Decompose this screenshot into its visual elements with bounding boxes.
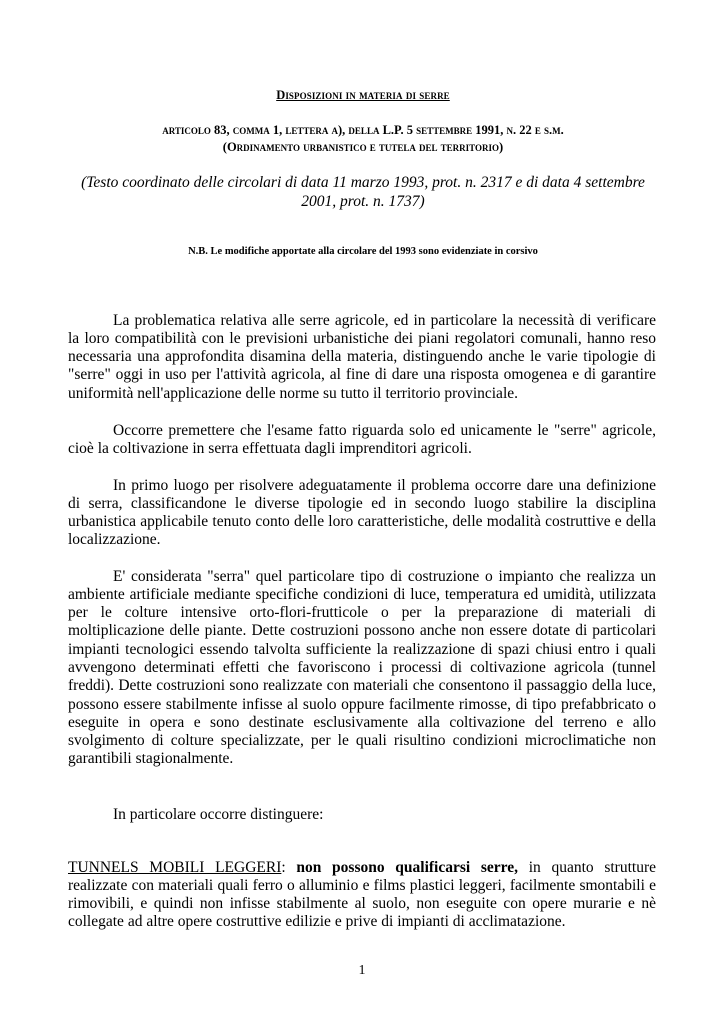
subtitle-law-name: (Ordinamento urbanistico e tutela del territorio): [222, 140, 504, 154]
page-number: 1: [358, 963, 366, 978]
document-subtitle: [68, 122, 658, 156]
tunnels-colon: :: [281, 858, 297, 876]
subtitle-law-reference: articolo 83, comma 1, lettera a), della L.P. 5 settembre 1991, n. 22 e s.m.: [162, 123, 564, 137]
tunnels-bold-phrase: non possono qualificarsi serre,: [296, 858, 519, 876]
paragraph-definition-approach: In primo luogo per risolvere adeguatamente il problema occorre dare una definizione di serra, classificandone le diverse tipologie ed in secondo luogo stabilire la disciplina urbanistica applicabile tenuto conto delle loro caratteristiche, delle modalità costruttive e della localizzazione.: [68, 476, 656, 549]
document-title: Disposizioni in materia di serre: [276, 88, 450, 102]
paragraph-distinguish: In particolare occorre distinguere:: [113, 805, 324, 823]
nb-note: N.B. Le modifiche apportate alla circolare del 1993 sono evidenziate in corsivo: [188, 246, 538, 257]
tunnels-heading: TUNNELS MOBILI LEGGERI: [68, 858, 282, 876]
tunnels-description: in quanto strutture realizzate con materiali quali ferro o alluminio e films plastici leggeri, facilmente smontabili e rimovibili, e quindi non infisse stabilmente al suolo, non eseguite con opere murarie e nè collegate ad altre opere costruttive edilizie e prive di impianti di acclimatazione.: [68, 858, 656, 931]
paragraph-premise: Occorre premettere che l'esame fatto riguarda solo ed unicamente le "serre" agricole, cioè la coltivazione in serra effettuata dagli imprenditori agricoli.: [68, 421, 656, 457]
paragraph-serra-definition: E' considerata "serra" quel particolare tipo di costruzione o impianto che realizza un ambiente artificiale mediante specifiche condizioni di luce, temperatura ed umidità, utilizzata per le colture intensive orto-flori-frutticole o per la preparazione di materiali di moltiplicazione delle piante. Dette costruzioni possono anche non essere dotate di particolari impianti tecnologici essendo talvolta sufficiente la realizzazione di spazi chiusi entro i quali avvengono determinati effetti che favoriscono i processi di coltivazione agricola (tunnel freddi). Dette costruzioni sono realizzate con materiali che consentono il passaggio della luce, possono essere stabilmente infisse al suolo oppure facilmente rimosse, di tipo prefabbricato o eseguite in opera e sono destinate esclusivamente alla coltivazione del terreno e allo svolgimento di colture specializzate, per le quali risultino condizioni microclimatiche non garantibili stagionalmente.: [68, 567, 656, 768]
paragraph-tunnels: [68, 859, 656, 932]
paragraph-problem: La problematica relativa alle serre agricole, ed in particolare la necessità di verificare la loro compatibilità con le previsioni urbanistiche dei piani regolatori comunali, hanno reso necessaria una approfondita disamina della materia, distinguendo anche le varie tipologie di "serre" oggi in uso per l'attività agricola, al fine di dare una risposta omogenea e di garantire uniformità nell'applicazione delle norme su tutto il territorio provinciale.: [68, 311, 656, 402]
coordinated-text-note: (Testo coordinato delle circolari di data 11 marzo 1993, prot. n. 2317 e di data 4 settembre 2001, prot. n. 1737): [81, 174, 645, 210]
